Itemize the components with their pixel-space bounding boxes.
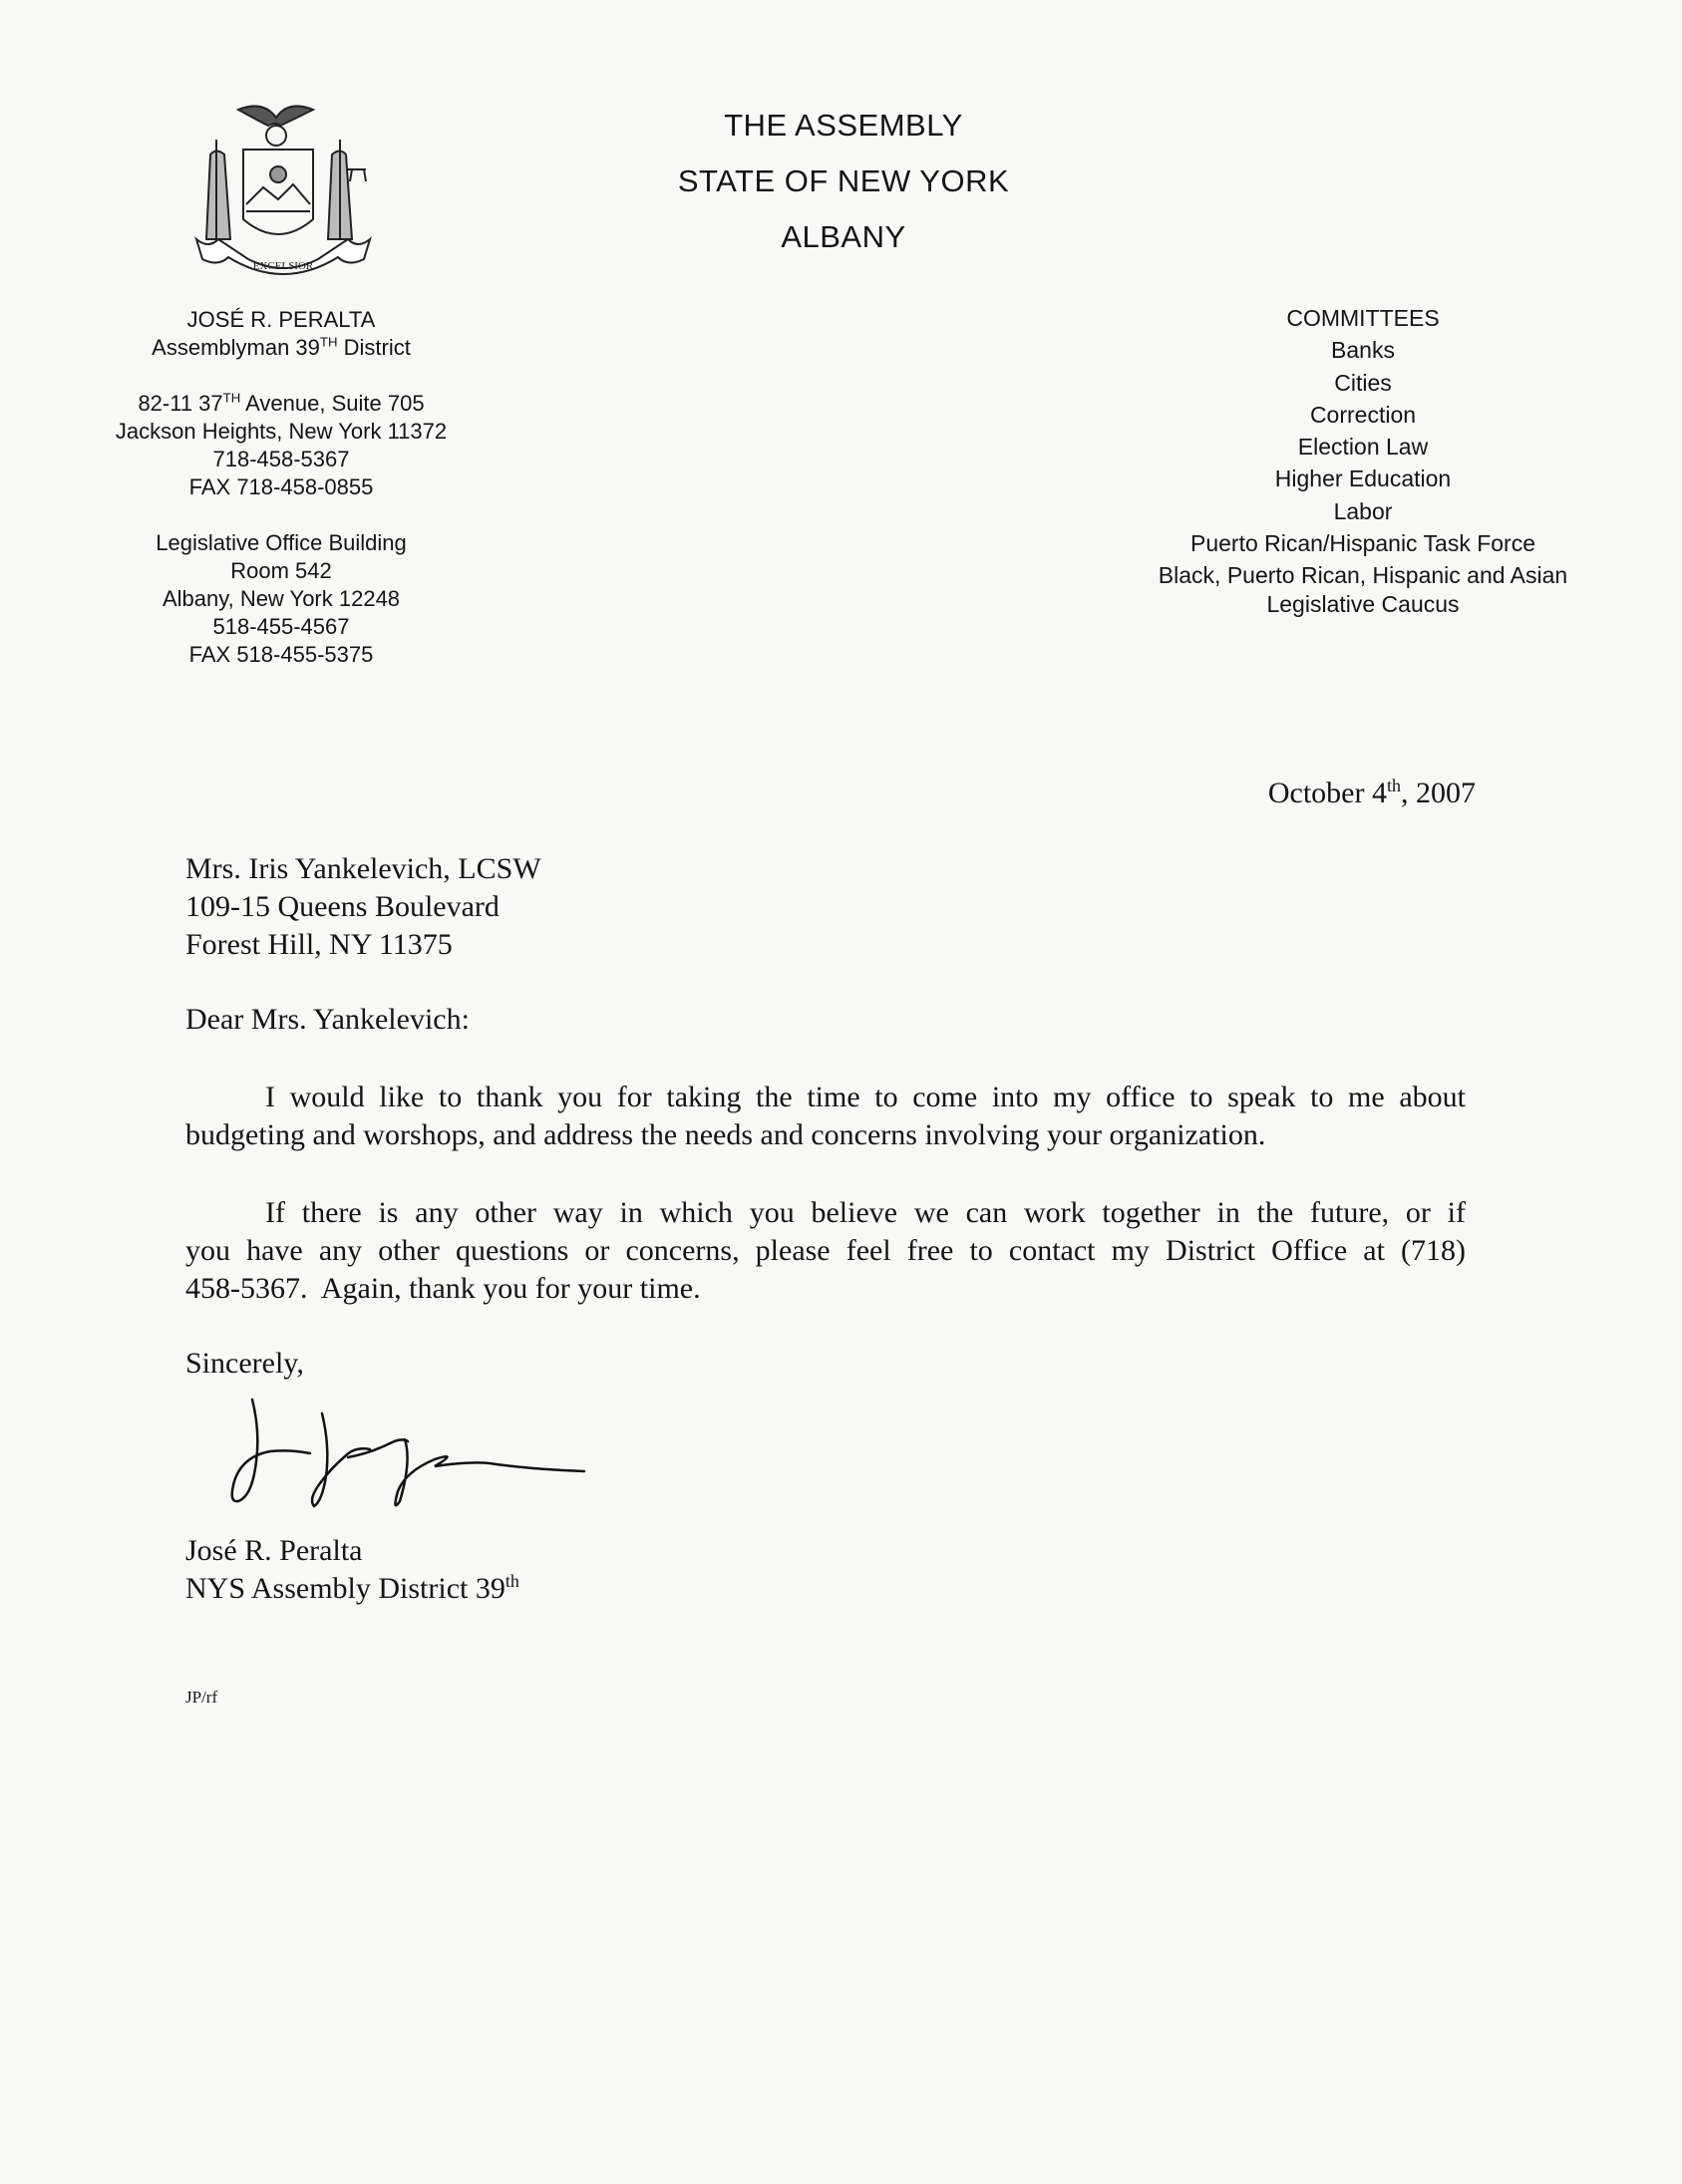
member-info: [72, 306, 491, 669]
signer-title-text: NYS Assembly District 39: [185, 1572, 505, 1605]
committee-item: Labor: [1333, 497, 1393, 524]
signer-title: [185, 1570, 519, 1608]
letter-date: [1268, 775, 1476, 812]
albany-phone: 518-455-4567: [212, 614, 350, 639]
member-role: [72, 334, 491, 362]
committee-item: Black, Puerto Rican, Hispanic and Asian: [1158, 562, 1568, 589]
committee-item: Cities: [1334, 369, 1392, 396]
salutation: Dear Mrs. Yankelevich:: [185, 1003, 470, 1036]
date-sup: th: [1386, 776, 1401, 795]
date-year: , 2007: [1401, 777, 1476, 809]
date-text: October 4: [1267, 777, 1387, 809]
committee-item: Election Law: [1297, 434, 1429, 461]
paragraph-line: If there is any other way in which you believe we can work together in the future, or if: [265, 1196, 1466, 1229]
body-paragraph-2: [185, 1194, 1466, 1308]
reference-initials: JP/rf: [185, 1688, 218, 1707]
committee-item: Puerto Rican/Hispanic Task Force: [1190, 530, 1535, 557]
closing: Sincerely,: [185, 1347, 304, 1380]
albany-building: Legislative Office Building: [156, 530, 407, 555]
body-paragraph-1: [185, 1079, 1466, 1154]
district-street: [72, 390, 491, 418]
district-city: Jackson Heights, New York 11372: [115, 419, 448, 444]
district-street-sup: TH: [222, 390, 241, 406]
member-role-suffix: District: [337, 335, 411, 360]
member-name: JOSÉ R. PERALTA: [186, 307, 376, 332]
committee-item: Correction: [1309, 401, 1417, 428]
recipient-line: Mrs. Iris Yankelevich, LCSW: [185, 852, 541, 885]
header-title-line-1: THE ASSEMBLY: [724, 108, 963, 143]
header-title-line-2: STATE OF NEW YORK: [677, 163, 1010, 198]
recipient-line: Forest Hill, NY 11375: [185, 928, 453, 961]
handwritten-signature: [230, 1392, 589, 1521]
committee-item: Legislative Caucus: [1266, 590, 1460, 617]
seal-motto: EXCELSIOR: [252, 260, 314, 272]
albany-fax: FAX 518-455-5375: [188, 642, 374, 667]
district-fax: FAX 718-458-0855: [188, 474, 374, 499]
district-street-text: 82-11 37: [138, 391, 223, 416]
header-title-line-3: ALBANY: [781, 219, 906, 254]
member-role-text: Assemblyman 39: [152, 335, 320, 360]
recipient-address: [185, 850, 541, 964]
district-phone: 718-458-5367: [212, 447, 350, 471]
paragraph-line: I would like to thank you for taking the time to come into my office to speak to me about: [265, 1081, 1466, 1113]
member-role-sup: TH: [319, 334, 338, 350]
new-york-state-seal: [188, 100, 378, 281]
recipient-line: 109-15 Queens Boulevard: [185, 890, 500, 923]
albany-room: Room 542: [230, 558, 332, 583]
district-street-suffix: Avenue, Suite 705: [240, 391, 425, 416]
paragraph-line: 458-5367. Again, thank you for your time.: [185, 1272, 701, 1305]
paragraph-line: budgeting and worshops, and address the needs and concerns involving your organization.: [185, 1118, 1266, 1151]
signature-block: [185, 1532, 519, 1608]
signer-name: José R. Peralta: [185, 1534, 363, 1567]
signer-title-sup: th: [505, 1571, 519, 1591]
albany-city: Albany, New York 12248: [162, 586, 401, 611]
paragraph-line: you have any other questions or concerns, please feel free to contact my District Office at (718): [185, 1234, 1466, 1267]
committee-item: Banks: [1331, 337, 1395, 364]
committees-list: [1114, 302, 1612, 620]
committee-item: Higher Education: [1274, 466, 1452, 492]
committees-heading: COMMITTEES: [1286, 305, 1440, 331]
